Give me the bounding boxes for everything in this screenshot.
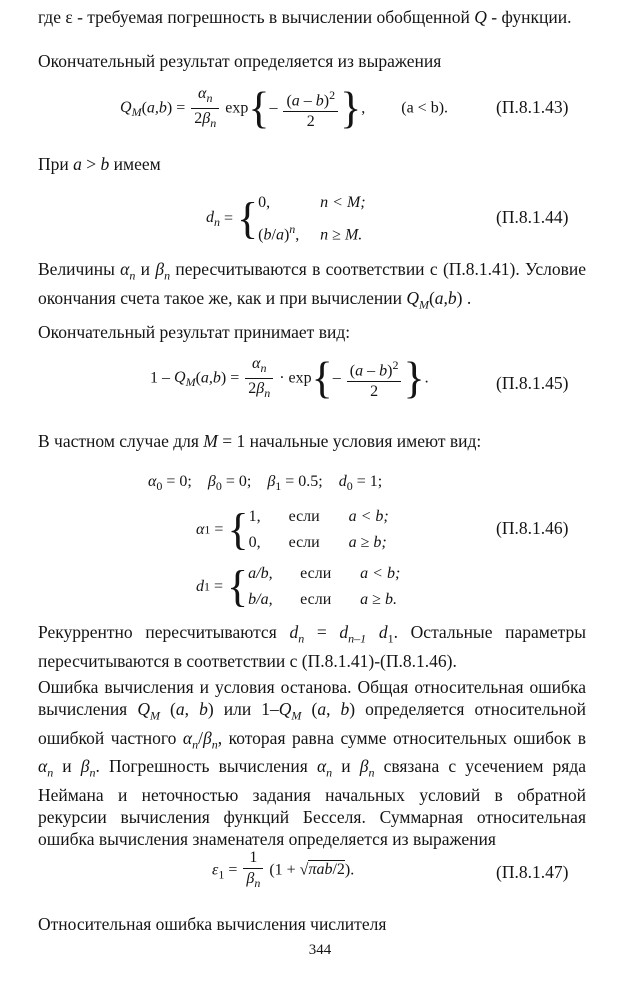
eq44-case2-cond: n ≥ M.	[320, 226, 363, 244]
eq46-d-case2-value: b/a,	[248, 591, 273, 608]
eq46-d-case1-value: a/b,	[248, 565, 273, 582]
paragraph-7: Рекуррентно пересчитываются $d_n = d_{n-1}$ $d_1$. Остальные параметры пересчитываются в соответствии с (П.8.1.41)-(П.8.1.46).	[38, 622, 586, 671]
eq44-number: (П.8.1.44)	[496, 207, 569, 227]
eq43-condition: (a < b).	[401, 99, 449, 117]
eq45-number: (П.8.1.45)	[496, 373, 569, 393]
paragraph-1: где ε - требуемая погрешность в вычислении обобщенной Q - функции.	[38, 7, 572, 27]
eq46-alpha-case1-cond: a < b;	[348, 508, 389, 525]
eq46-alpha-case2-cond: a ≥ b;	[348, 534, 387, 551]
eq44-case1-value: 0,	[258, 194, 271, 211]
paragraph-2: Окончательный результат определяется из выражения	[38, 51, 442, 71]
equation-43: $Q_M(a,b)$ = $\frac{\alpha_n}{2\beta_n}$ exp{– $\frac{(a - b)^2}{2}$ }, (a < b).	[120, 83, 449, 133]
eq46-d-case1-cond: a < b;	[360, 565, 401, 582]
eq46-alpha-case2-value: 0,	[248, 534, 261, 551]
eq46-init-line: $\alpha_0 = 0$; $\beta_0 = 0$; $\beta_1 = 0.5$; $d_0 = 1$;	[148, 473, 383, 494]
eq43-number: (П.8.1.43)	[496, 97, 569, 117]
eq46-number: (П.8.1.46)	[496, 518, 569, 538]
paragraph-9: Относительная ошибка вычисления числителя	[38, 914, 387, 934]
page-number: 344	[308, 942, 332, 958]
paragraph-4: Величины $\alpha_n$ и $\beta_n$ пересчитываются в соответствии с (П.8.1.41). Условие окончания счета такое же, как и при вычислении $Q_M(a,b)$ .	[38, 259, 586, 311]
equation-44: $d_n = \{0$, n < M; $(b/a)^n$, n ≥ M.	[206, 190, 366, 248]
paragraph-3: При a > b имеем	[38, 154, 161, 174]
paragraph-6: В частном случае для M = 1 начальные условия имеют вид:	[38, 431, 482, 451]
eq46-alpha-case2-word: если	[288, 534, 320, 551]
eq46-alpha-case1-word: если	[288, 508, 320, 525]
eq44-case1-cond: n < M;	[320, 194, 366, 211]
paragraph-5: Окончательный результат принимает вид:	[38, 322, 351, 342]
equation-47: $\varepsilon_1$ = $\frac{1}{\beta_n}$ (1 + √πab/2).	[212, 849, 355, 891]
equation-45: $1 - Q_M(a,b)$ = $\frac{\alpha_n}{2\beta_n}$ · exp{– $\frac{(a - b)^2}{2}$ }.	[150, 353, 429, 403]
paragraph-8: Ошибка вычисления и условия останова. Общая относительная ошибка вычисления $Q_M$ (a, b) или $1-Q_M$ (a, b) определяется относительной ошибкой частного $\alpha_n/\beta_n$, которая равна сумме относительных ошибок в $\alpha_n$ и $\beta_n$. Погрешность вычисления $\alpha_n$ и $\beta_n$ связана с усечением ряда Неймана и неточностью задания начальных условий в обратной рекурсии вычисления функций Бесселя. Суммарная относительная ошибка вычисления знаменателя определяется из выражения	[38, 677, 587, 849]
eq46-d-case2-cond: a ≥ b.	[360, 591, 397, 608]
eq46-d-case1-word: если	[300, 565, 332, 582]
eq46-d-case2-word: если	[300, 591, 332, 608]
eq47-number: (П.8.1.47)	[496, 862, 569, 882]
eq46-alpha: α1 = {1, если a < b; 0, если a ≥ b;	[196, 505, 389, 554]
eq46-d: d1 = {a/b, если a < b; b/a, если a ≥ b.	[196, 562, 401, 611]
eq44-case2-value: $(b/a)^n$,	[258, 222, 300, 244]
eq46-alpha-case1-value: 1,	[248, 508, 261, 525]
